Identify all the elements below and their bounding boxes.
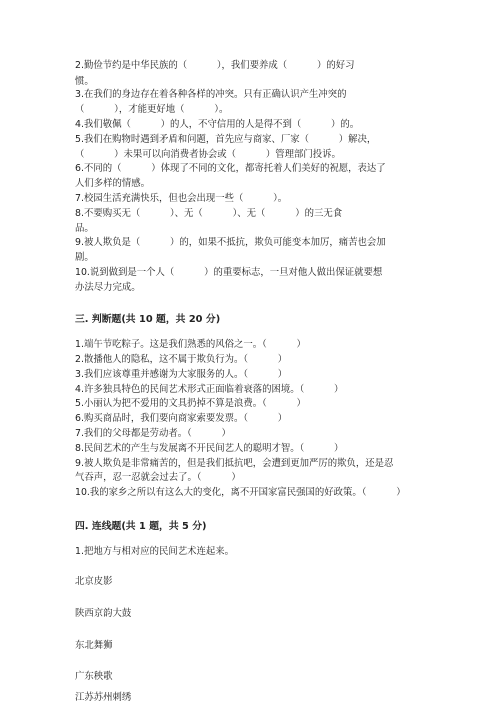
section4-heading: 四. 连线题(共 1 题，共 5 分) xyxy=(75,521,207,532)
fill-line-3: 3.在我们的身边存在着各种各样的冲突。只有正确认识产生冲突的 xyxy=(75,89,347,100)
judge-line-6: 6.购买商品时，我们要向商家索要发票。（ ） xyxy=(75,413,288,424)
fill-line-12: 品。 xyxy=(75,223,94,234)
fill-line-14: 剧。 xyxy=(75,252,94,263)
matching-item: 江苏苏州刺绣 xyxy=(75,692,132,703)
fill-line-8: 6.不同的（ ）体现了不同的文化，都寄托着人们美好的祝愿，表达了 xyxy=(75,163,386,174)
judge-line-2: 2.散播他人的隐私，这不属于欺负行为。（ ） xyxy=(75,354,288,365)
matching-item: 北京皮影 xyxy=(75,576,113,587)
matching-item: 东北舞狮 xyxy=(75,640,113,651)
judge-line-10: 气吞声，忍一忍就会过去了。（ ） xyxy=(75,472,241,483)
judge-line-11: 10.我的家乡之所以有这么大的变化，离不开国家富民强国的好政策。（ ） xyxy=(75,487,406,498)
fill-line-13: 9.被人欺负是（ ）的，如果不抵抗，欺负可能变本加厉，痛苦也会加 xyxy=(75,237,386,248)
fill-line-11: 8.不要购买无（ ）、无（ ）、无（ ）的三无食 xyxy=(75,208,343,219)
matching-item: 广东秧歌 xyxy=(75,671,113,682)
judge-line-3: 3.我们应该尊重并感谢为大家服务的人。（ ） xyxy=(75,369,288,380)
judge-line-4: 4.许多独具特色的民间艺术形式正面临着衰落的困境。（ ） xyxy=(75,384,344,395)
judge-line-8: 8.民间艺术的产生与发展离不开民间艺人的聪明才智。（ ） xyxy=(75,443,344,454)
fill-line-10: 7.校园生活充满快乐，但也会出现一些（ ）。 xyxy=(75,193,288,204)
fill-line-15: 10.说到做到是一个人（ ）的重要标志，一旦对他人做出保证就要想 xyxy=(75,267,383,278)
fill-line-5: 4.我们敬佩（ ）的人，不守信用的人是得不到（ ）的。 xyxy=(75,119,360,130)
judge-line-7: 7.我们的父母都是劳动者。（ ） xyxy=(75,428,231,439)
judge-line-9: 9.被人欺负是非常痛苦的，但是我们抵抗吧，会遭到更加严厉的欺负，还是忍 xyxy=(75,458,394,469)
section3-heading: 三. 判断题(共 10 题，共 20 分) xyxy=(75,314,221,325)
fill-line-2: 惯。 xyxy=(75,76,94,87)
fill-line-1: 2.勤俭节约是中华民族的（ ），我们要养成（ ）的好习 xyxy=(75,60,355,71)
fill-line-7: （ ）未果可以向消费者协会或（ ）管理部门投诉。 xyxy=(75,149,341,160)
fill-line-4: （ ），才能更好地（ ）。 xyxy=(75,104,229,115)
judge-line-5: 5.小丽认为把不爱用的文具扔掉不算是浪费。（ ） xyxy=(75,398,306,409)
fill-line-16: 办法尽力完成。 xyxy=(75,282,141,293)
matching-item: 陕西京韵大鼓 xyxy=(75,608,132,619)
matching-question: 1.把地方与相对应的民间艺术连起来。 xyxy=(75,546,234,557)
fill-line-6: 5.我们在购物时遇到矛盾和问题，首先应与商家、厂家（ ）解决， xyxy=(75,134,377,145)
fill-line-9: 人们多样的情感。 xyxy=(75,178,151,189)
judge-line-1: 1.端午节吃粽子。这是我们熟悉的风俗之一。（ ） xyxy=(75,339,306,350)
